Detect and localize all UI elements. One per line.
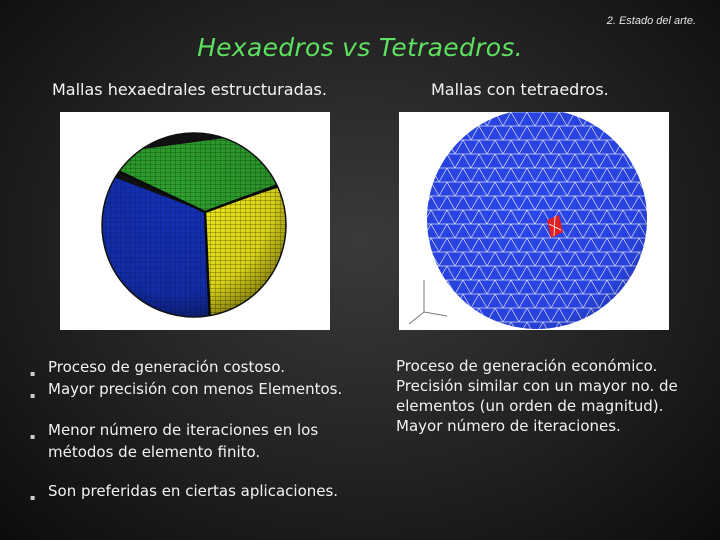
square-bullet-icon: ▪ — [30, 493, 36, 502]
section-label: 2. Estado del arte. — [606, 15, 696, 27]
hex-mesh-heading: Mallas hexaedrales estructuradas. — [52, 80, 327, 99]
hex-mesh-image — [60, 112, 330, 330]
square-bullet-icon: ▪ — [30, 391, 36, 400]
tet-mesh-image — [399, 112, 669, 330]
axes-triad-icon — [409, 280, 447, 324]
bullet-item: ▪ Mayor precisión con menos Elementos. — [30, 378, 360, 400]
tet-sphere — [399, 112, 669, 330]
square-bullet-icon: ▪ — [30, 369, 36, 378]
tet-mesh-text — [396, 356, 706, 436]
tet-mesh-heading: Mallas con tetraedros. — [431, 80, 609, 99]
bullet-item: ▪ Proceso de generación costoso. — [30, 356, 360, 378]
hex-sphere — [90, 132, 300, 322]
square-bullet-icon: ▪ — [30, 432, 36, 441]
text-line: Precisión similar con un mayor no. de elementos (un orden de magnitud). — [396, 377, 678, 415]
hex-mesh-bullets — [30, 356, 360, 502]
text-line: Mayor número de iteraciones. — [396, 417, 621, 435]
bullet-item: ▪ Menor número de iteraciones en los métodos de elemento finito. — [30, 421, 319, 461]
text-line: Proceso de generación económico. — [396, 357, 658, 375]
bullet-item: ▪ Son preferidas en ciertas aplicaciones. — [30, 480, 360, 502]
slide-title: Hexaedros vs Tetraedros. — [197, 33, 523, 62]
